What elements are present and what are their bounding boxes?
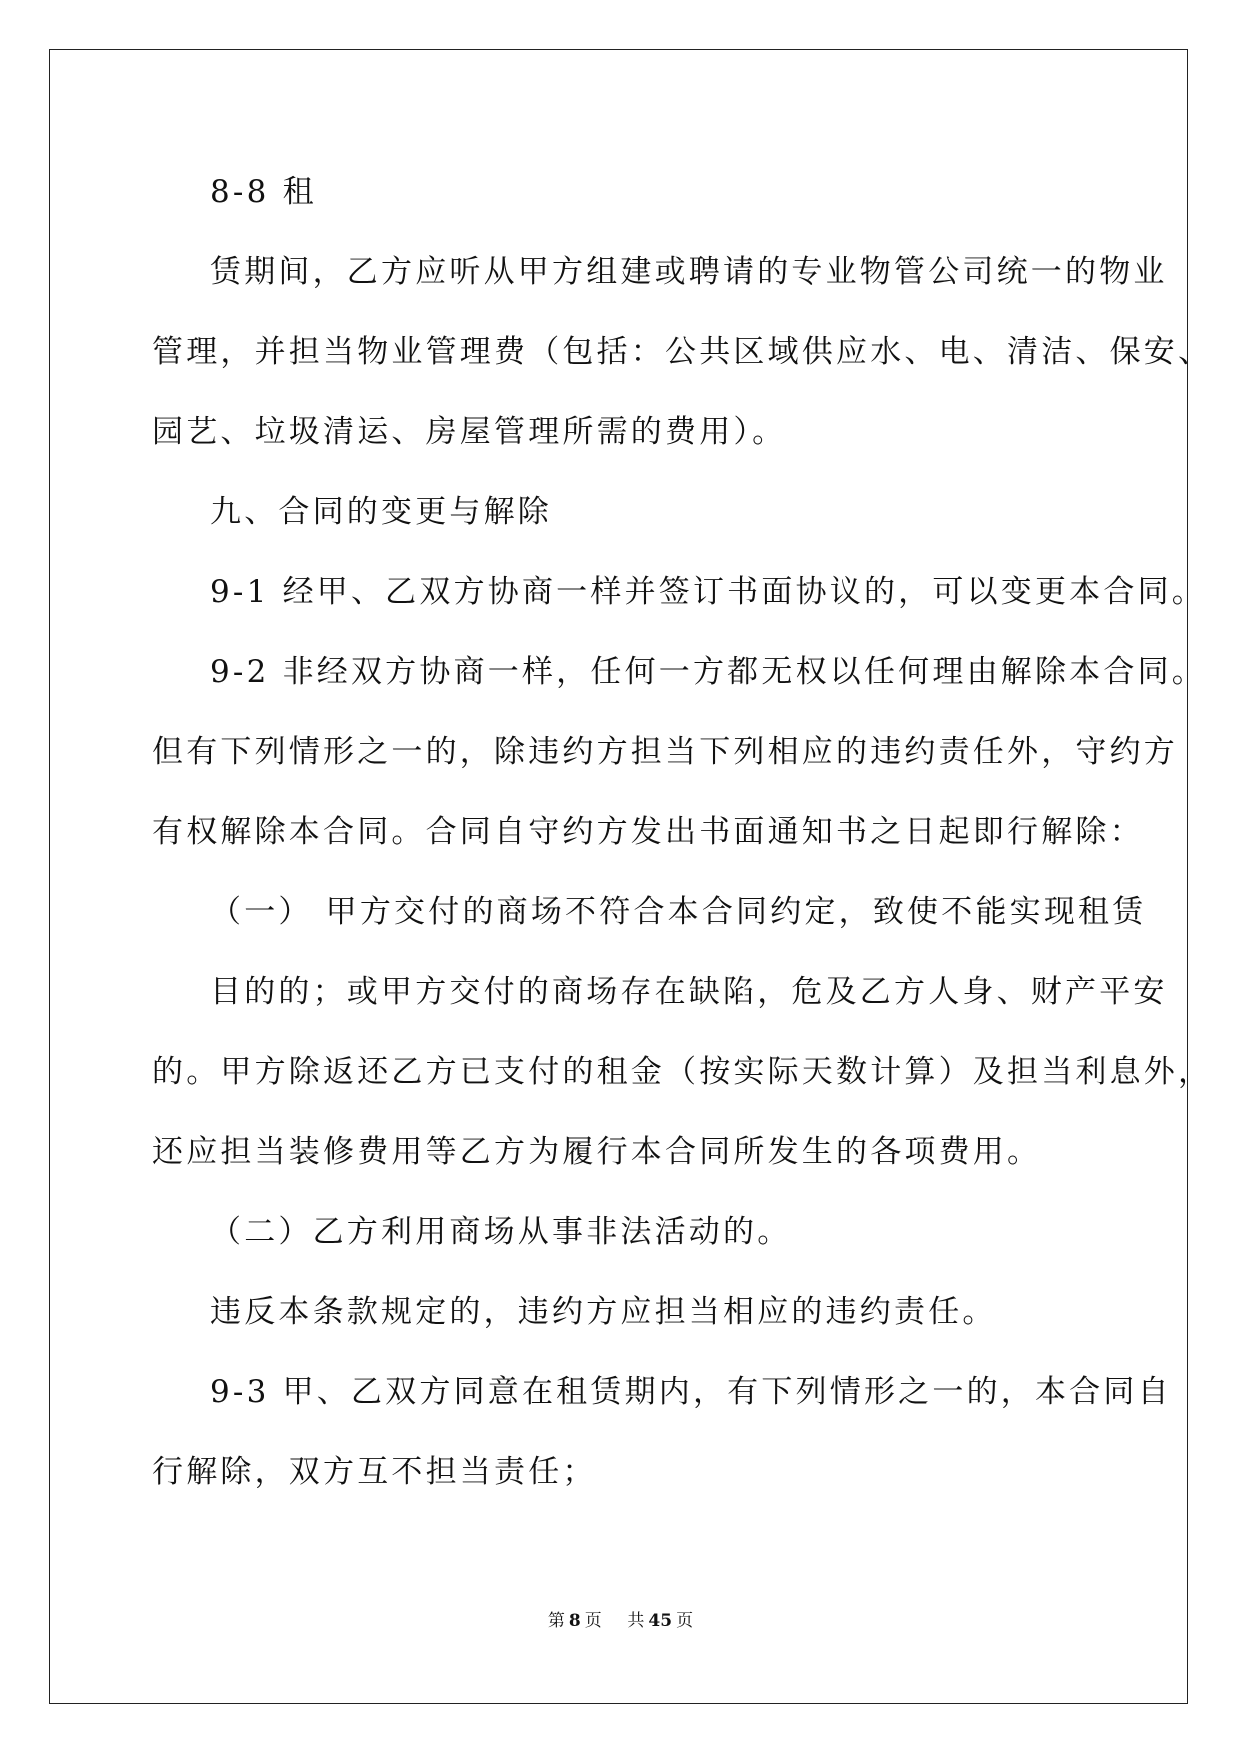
section-9-heading: 九、合同的变更与解除 <box>210 494 552 530</box>
paragraph-line: 还应担当装修费用等乙方为履行本合同所发生的各项费用。 <box>152 1134 1042 1170</box>
page-prefix: 第 <box>547 1611 565 1631</box>
page-number: 8 <box>568 1611 581 1631</box>
paragraph-line: 园艺、垃圾清运、房屋管理所需的费用）。 <box>152 414 787 450</box>
clause-9-2: 9-2 非经双方协商一样，任何一方都无权以任何理由解除本合同。 <box>210 654 1206 690</box>
item-one: （一） 甲方交付的商场不符合本合同约定，致使不能实现租赁 <box>210 894 1147 930</box>
paragraph-line: 有权解除本合同。合同自守约方发出书面通知书之日起即行解除： <box>152 814 1144 850</box>
page-footer <box>0 1610 1241 1632</box>
total-prefix: 共 <box>627 1611 645 1631</box>
paragraph-line: 但有下列情形之一的，除违约方担当下列相应的违约责任外，守约方 <box>152 734 1178 770</box>
paragraph-line: 赁期间，乙方应听从甲方组建或聘请的专业物管公司统一的物业 <box>210 254 1168 290</box>
paragraph-line: 管理，并担当物业管理费（包括：公共区域供应水、电、清洁、保安、 <box>152 334 1213 370</box>
total-suffix: 页 <box>676 1611 694 1631</box>
paragraph-line: 的。甲方除返还乙方已支付的租金（按实际天数计算）及担当利息外， <box>152 1054 1213 1090</box>
clause-9-3: 9-3 甲、乙双方同意在租赁期内，有下列情形之一的，本合同自 <box>210 1374 1172 1410</box>
total-pages: 45 <box>648 1611 673 1631</box>
item-two: （二）乙方利用商场从事非法活动的。 <box>210 1214 792 1250</box>
clause-9-1: 9-1 经甲、乙双方协商一样并签订书面协议的，可以变更本合同。 <box>210 574 1206 610</box>
paragraph-line: 行解除，双方互不担当责任； <box>152 1454 597 1490</box>
paragraph-line: 违反本条款规定的，违约方应担当相应的违约责任。 <box>210 1294 997 1330</box>
clause-8-8-heading: 8-8 租 <box>210 174 317 210</box>
paragraph-line: 目的的；或甲方交付的商场存在缺陷，危及乙方人身、财产平安 <box>210 974 1168 1010</box>
page-suffix: 页 <box>584 1611 602 1631</box>
